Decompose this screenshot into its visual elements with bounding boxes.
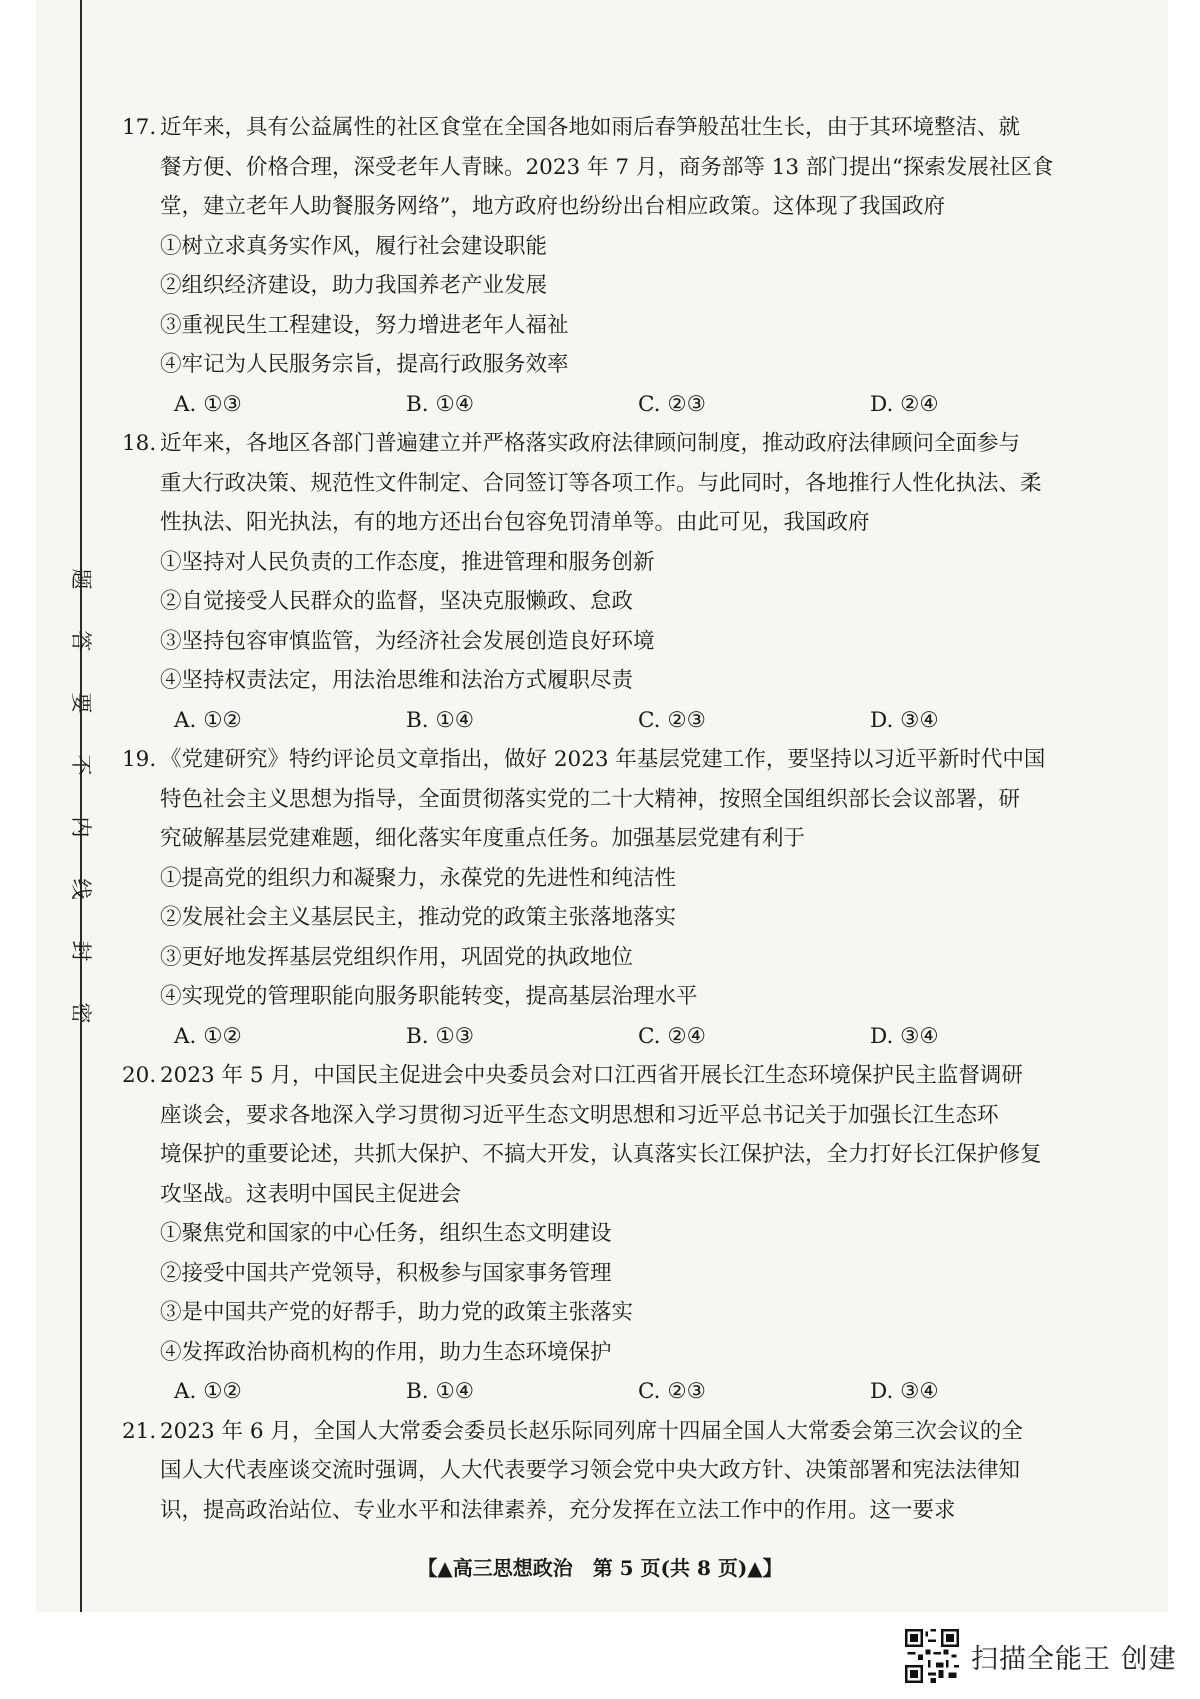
choice-c[interactable]: C. ②③	[638, 707, 706, 733]
option-4: ④牢记为人民服务宗旨，提高行政服务效率	[160, 352, 569, 377]
choice-b[interactable]: B. ①④	[406, 1379, 475, 1404]
seal-char: 密	[69, 1002, 93, 1024]
choice-a[interactable]: A. ①②	[174, 707, 242, 733]
seal-char: 答	[69, 630, 93, 652]
question-stem	[122, 424, 1102, 464]
stem-line: 2023 年 6 月，全国人大常委会委员长赵乐际同列席十四届全国人大常委会第三次会议的全	[160, 1418, 1023, 1444]
question-19	[122, 740, 1102, 1056]
question-number: 20.	[122, 1063, 157, 1088]
page-footer: 【▲高三思想政治 第 5 页(共 8 页)▲】	[417, 1556, 783, 1580]
choice-d[interactable]: D. ②④	[870, 391, 939, 417]
choice-a[interactable]: A. ①③	[174, 391, 242, 417]
question-stem	[122, 108, 1102, 148]
answer-choices	[174, 701, 1102, 741]
seal-char: 内	[69, 816, 93, 838]
choice-d[interactable]: D. ③④	[870, 707, 939, 733]
question-list	[122, 108, 1102, 1530]
seal-char: 不	[69, 754, 93, 776]
question-number: 21.	[122, 1418, 157, 1444]
stem-line: 近年来，具有公益属性的社区食堂在全国各地如雨后春笋般茁壮生长，由于其环境整洁、就	[160, 115, 1021, 140]
choice-a[interactable]: A. ①②	[174, 1379, 242, 1404]
stem-line: 《党建研究》特约评论员文章指出，做好 2023 年基层党建工作，要坚持以习近平新时代中国	[160, 747, 1046, 772]
choice-b[interactable]: B. ①④	[406, 707, 475, 733]
question-number: 18.	[122, 431, 157, 456]
stem-line: 性执法、阳光执法，有的地方还出台包容免罚清单等。由此可见，我国政府	[160, 510, 870, 535]
stem-line: 2023 年 5 月，中国民主促进会中央委员会对口江西省开展长江生态环境保护民主监督调研	[160, 1063, 1023, 1088]
seal-char: 题	[69, 568, 93, 590]
scanner-watermark	[905, 1628, 1177, 1684]
choice-b[interactable]: B. ①④	[406, 391, 475, 417]
stem-line: 堂，建立老年人助餐服务网络”，地方政府也纷纷出台相应政策。这体现了我国政府	[160, 194, 945, 219]
choice-c[interactable]: C. ②③	[638, 391, 706, 417]
question-number: 19.	[122, 747, 157, 772]
stem-line: 近年来，各地区各部门普遍建立并严格落实政府法律顾问制度，推动政府法律顾问全面参与	[160, 431, 1021, 456]
question-stem	[122, 1412, 1102, 1452]
option-1: ①聚焦党和国家的中心任务，组织生态文明建设	[160, 1221, 612, 1246]
option-4: ④实现党的管理职能向服务职能转变，提高基层治理水平	[160, 984, 698, 1009]
option-2: ②发展社会主义基层民主，推动党的政策主张落地落实	[160, 905, 677, 930]
option-2: ②组织经济建设，助力我国养老产业发展	[160, 273, 548, 298]
question-17	[122, 108, 1102, 424]
option-2: ②自觉接受人民群众的监督，坚决克服懒政、怠政	[160, 589, 634, 614]
stem-line: 究破解基层党建难题，细化落实年度重点任务。加强基层党建有利于	[160, 826, 806, 851]
choice-d[interactable]: D. ③④	[870, 1379, 939, 1404]
option-3: ③重视民生工程建设，努力增进老年人福祉	[160, 312, 569, 338]
stem-line: 重大行政决策、规范性文件制定、合同签订等各项工作。与此同时，各地推行人性化执法、柔	[160, 470, 1042, 496]
answer-choices	[174, 1372, 1102, 1412]
option-1: ①坚持对人民负责的工作态度，推进管理和服务创新	[160, 549, 655, 575]
choice-a[interactable]: A. ①②	[174, 1023, 242, 1049]
stem-line: 餐方便、价格合理，深受老年人青睐。2023 年 7 月，商务部等 13 部门提出“探索发展社区食	[160, 154, 1054, 180]
question-stem	[122, 740, 1102, 780]
option-3: ③是中国共产党的好帮手，助力党的政策主张落实	[160, 1300, 634, 1325]
stem-line: 识，提高政治站位、专业水平和法律素养，充分发挥在立法工作中的作用。这一要求	[160, 1497, 956, 1523]
seal-char: 要	[69, 692, 93, 714]
question-number: 17.	[122, 115, 157, 140]
qr-code-icon	[905, 1629, 959, 1683]
option-1: ①树立求真务实作风，履行社会建设职能	[160, 233, 548, 259]
choice-d[interactable]: D. ③④	[870, 1023, 939, 1049]
question-18	[122, 424, 1102, 740]
stem-line: 国人大代表座谈交流时强调，人大代表要学习领会党中央大政方针、决策部署和宪法法律知	[160, 1458, 1021, 1483]
choice-b[interactable]: B. ①③	[406, 1023, 475, 1049]
choice-c[interactable]: C. ②③	[638, 1379, 706, 1404]
seal-line	[80, 0, 82, 1612]
question-21	[122, 1412, 1102, 1531]
stem-line: 特色社会主义思想为指导，全面贯彻落实党的二十大精神，按照全国组织部长会议部署，研	[160, 786, 1021, 812]
question-stem	[122, 1056, 1102, 1096]
option-3: ③更好地发挥基层党组织作用，巩固党的执政地位	[160, 944, 634, 970]
option-3: ③坚持包容审慎监管，为经济社会发展创造良好环境	[160, 628, 655, 654]
stem-line: 境保护的重要论述，共抓大保护、不搞大开发，认真落实长江保护法，全力打好长江保护修复	[160, 1142, 1042, 1167]
option-2: ②接受中国共产党领导，积极参与国家事务管理	[160, 1260, 612, 1286]
option-4: ④发挥政治协商机构的作用，助力生态环境保护	[160, 1339, 612, 1365]
answer-choices	[174, 385, 1102, 425]
option-4: ④坚持权责法定，用法治思维和法治方式履职尽责	[160, 668, 634, 693]
watermark-text: 扫描全能王 创建	[971, 1643, 1177, 1675]
choice-c[interactable]: C. ②④	[638, 1023, 706, 1049]
stem-line: 座谈会，要求各地深入学习贯彻习近平生态文明思想和习近平总书记关于加强长江生态环	[160, 1102, 999, 1128]
seal-char: 封	[69, 940, 93, 962]
seal-line-notice	[46, 548, 93, 1044]
seal-char: 线	[69, 878, 93, 900]
answer-choices	[174, 1017, 1102, 1057]
stem-line: 攻坚战。这表明中国民主促进会	[160, 1181, 462, 1207]
question-20	[122, 1056, 1102, 1412]
option-1: ①提高党的组织力和凝聚力，永葆党的先进性和纯洁性	[160, 865, 677, 891]
